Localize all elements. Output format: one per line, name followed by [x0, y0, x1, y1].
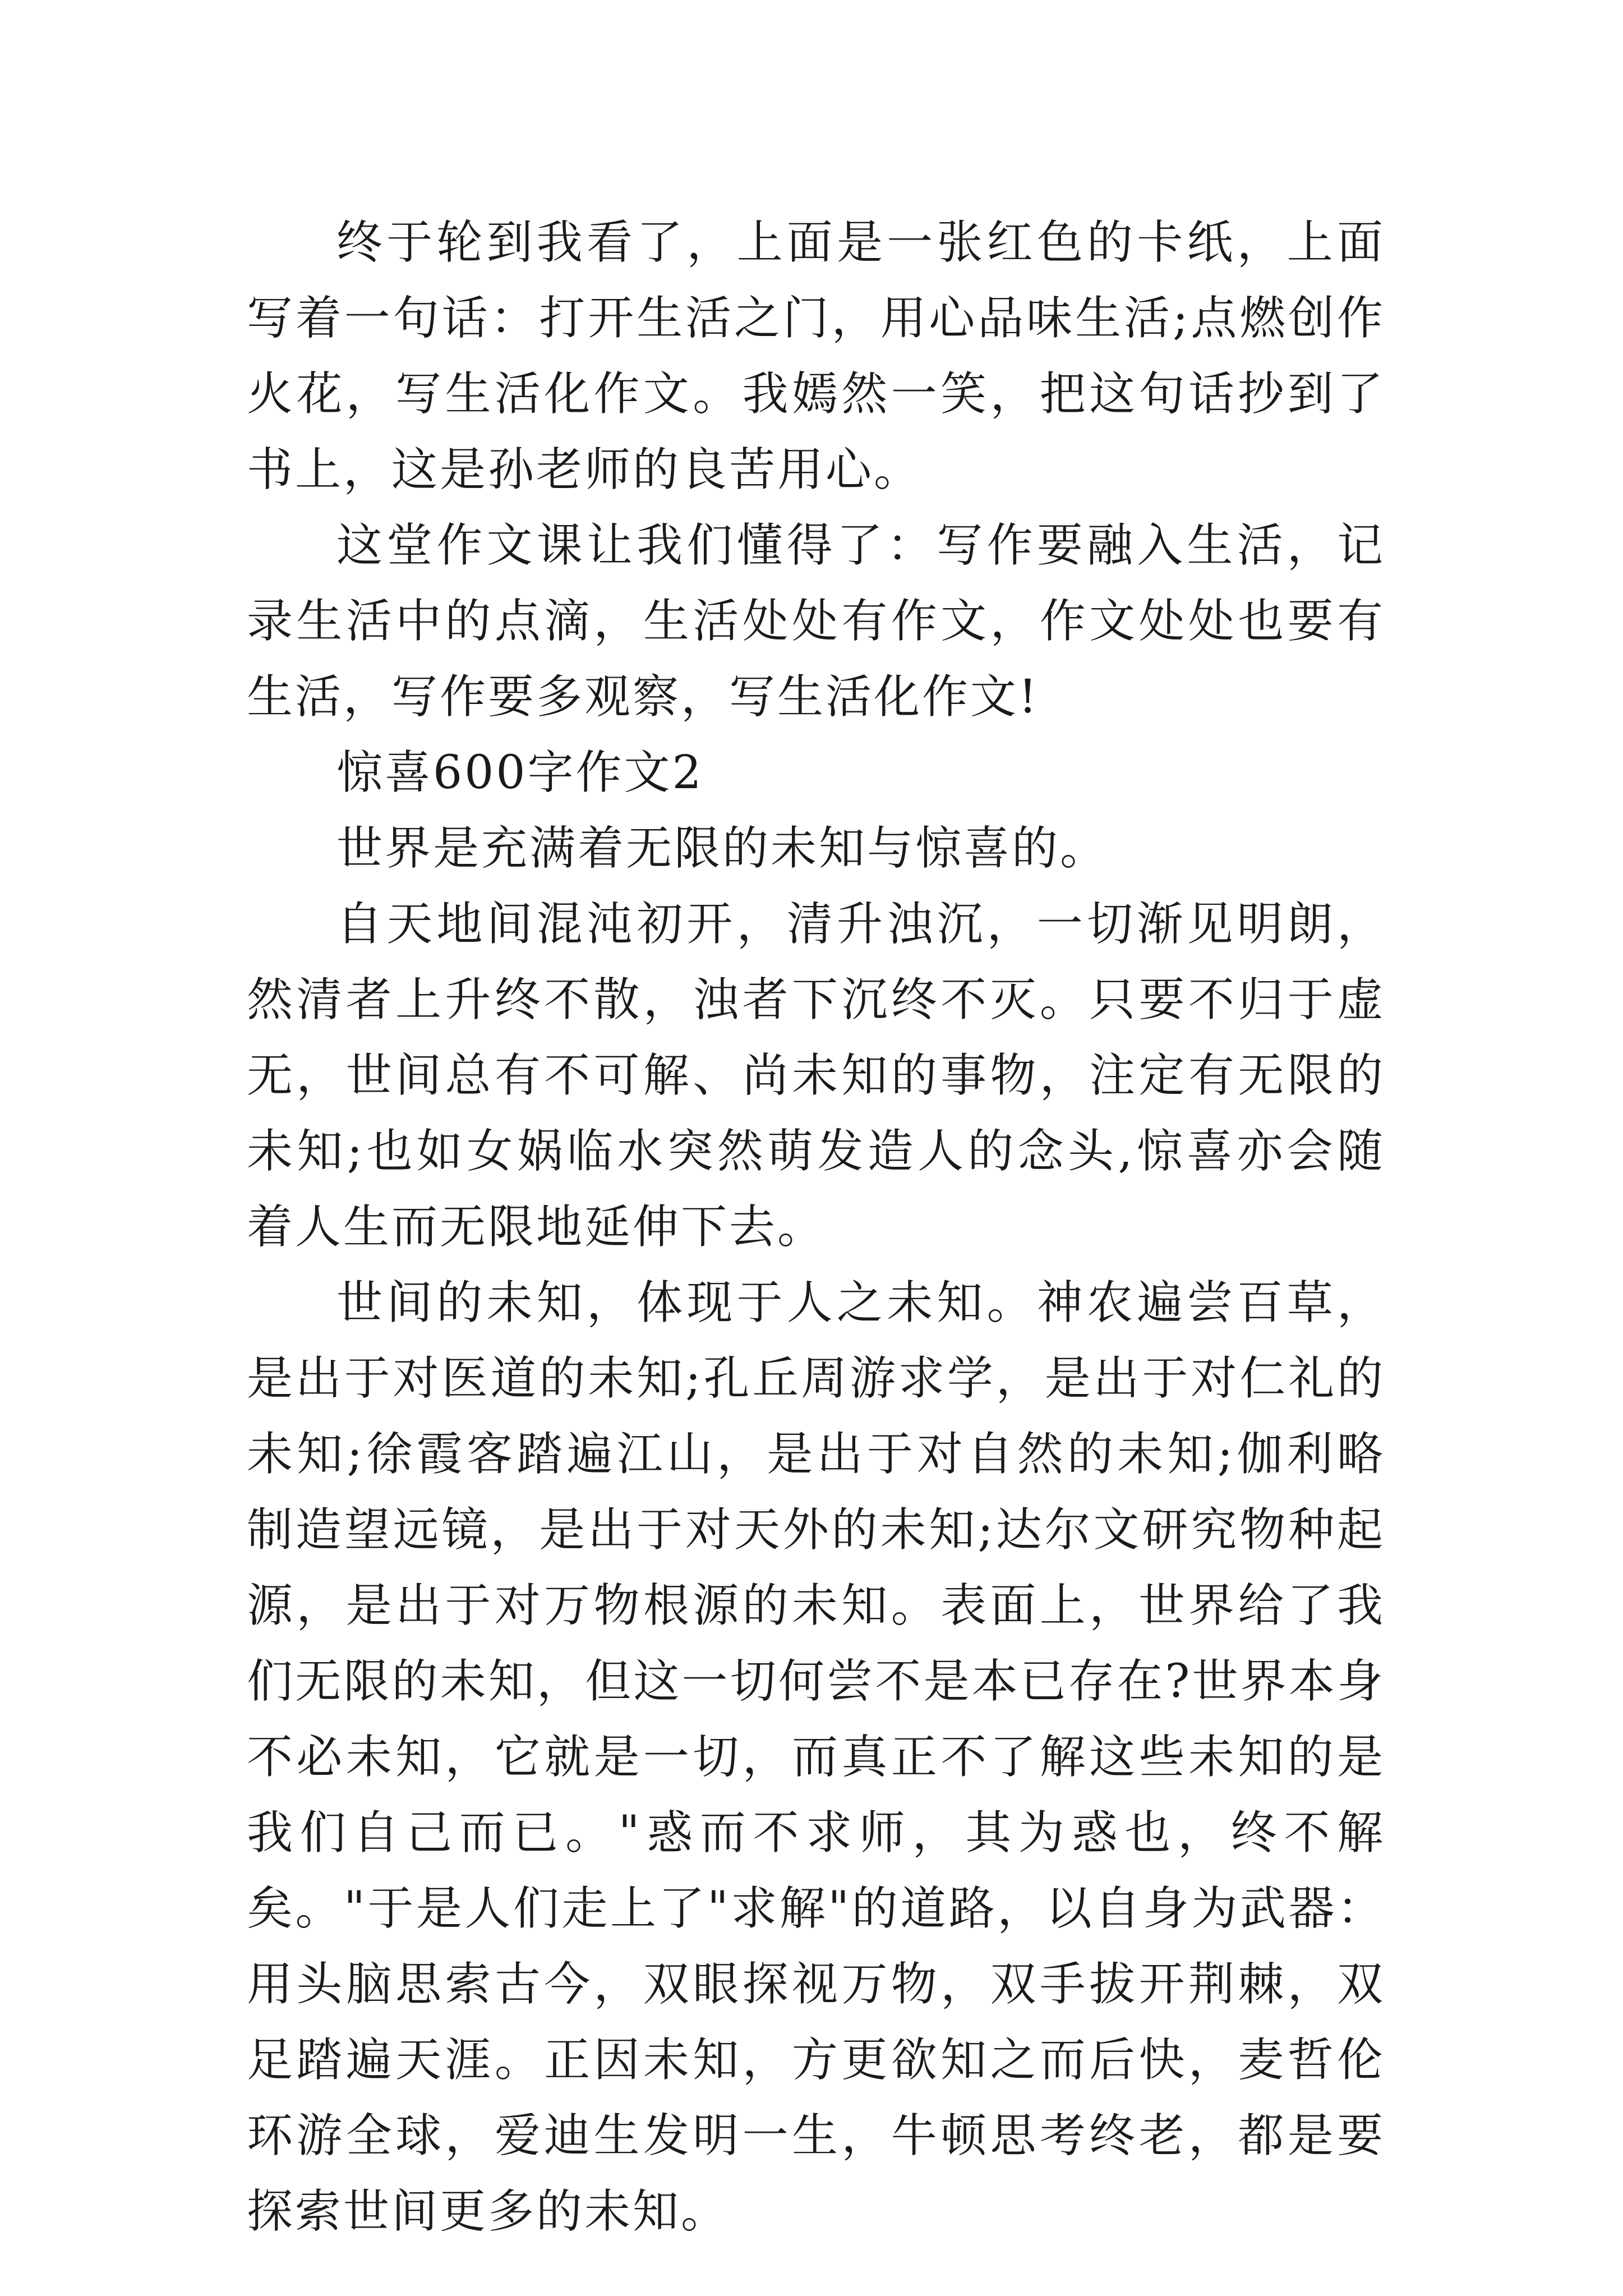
section-paragraph-3: 世间的未知，体现于人之未知。神农遍尝百草，是出于对医道的未知;孔丘周游求学，是出于对仁礼的未知;徐霞客踏遍江山，是出于对自然的未知;伽利略制造望远镜，是出于对天外的未知;达尔文研究物种起源，是出于对万物根源的未知。表面上，世界给了我们无限的未知，但这一切何尝不是本已存在?世界本身不必未知，它就是一切，而真正不了解这些未知的是我们自己而已。"惑而不求师，其为惑也，终不解矣。"于是人们走上了"求解"的道路，以自身为武器：用头脑思索古今，双眼探视万物，双手拔开荆棘，双足踏遍天涯。正因未知，方更欲知之而后快，麦哲伦环游全球，爱迪生发明一生，牛顿思考终老，都是要探索世间更多的未知。 — [247, 1276, 1385, 2238]
document-body — [247, 205, 1385, 2249]
section-title: 惊喜600字作文2 — [336, 746, 704, 799]
paragraph-1: 终于轮到我看了，上面是一张红色的卡纸，上面写着一句话：打开生活之门，用心品味生活;点燃创作火花，写生活化作文。我嫣然一笑，把这句话抄到了书上，这是孙老师的良苦用心。 — [247, 216, 1385, 496]
section-paragraph-1: 世界是充满着无限的未知与惊喜的。 — [336, 822, 1109, 875]
paragraph-2: 这堂作文课让我们懂得了：写作要融入生活，记录生活中的点滴，生活处处有作文，作文处处也要有生活，写作要多观察，写生活化作文! — [247, 519, 1385, 724]
section-paragraph-2: 自天地间混沌初开，清升浊沉，一切渐见明朗，然清者上升终不散，浊者下沉终不灭。只要不归于虚无，世间总有不可解、尚未知的事物，注定有无限的未知;也如女娲临水突然萌发造人的念头,惊喜亦会随着人生而无限地延伸下去。 — [247, 898, 1385, 1254]
